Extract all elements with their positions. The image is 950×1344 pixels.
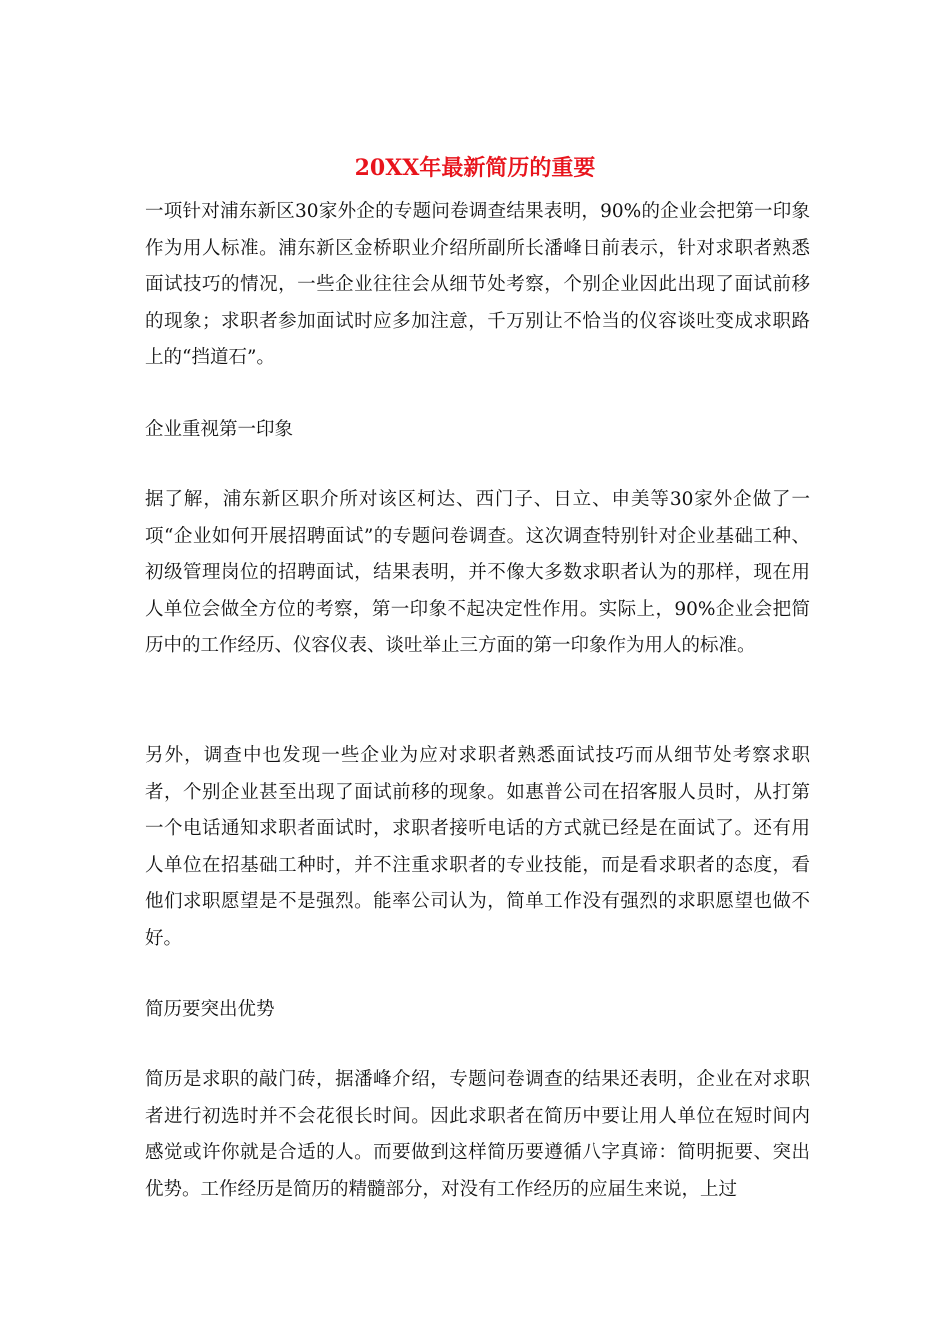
paragraph-resume: 简历是求职的敲门砖，据潘峰介绍，专题问卷调查的结果还表明，企业在对求职者进行初选时并不会花很长时间。因此求职者在简历中要让用人单位在短时间内感觉或许你就是合适的人。而要做到这样简历要遵循八字真谛：简明扼要、突出优势。工作经历是简历的精髓部分，对没有工作经历的应届生来说，上过 (145, 1069, 810, 1200)
paragraph-intro: 一项针对浦东新区30家外企的专题问卷调查结果表明，90%的企业会把第一印象作为用人标准。浦东新区金桥职业介绍所副所长潘峰日前表示，针对求职者熟悉面试技巧的情况，一些企业往往会从细节处考察，个别企业因此出现了面试前移的现象；求职者参加面试时应多加注意，千万别让不恰当的仪容谈吐变成求职路上的“挡道石”。 (145, 201, 810, 368)
section-heading-first-impression: 企业重视第一印象 (145, 419, 294, 440)
paragraph-details: 另外，调查中也发现一些企业为应对求职者熟悉面试技巧而从细节处考察求职者，个别企业甚至出现了面试前移的现象。如惠普公司在招客服人员时，从打第一个电话通知求职者面试时，求职者接听电话的方式就已经是在面试了。还有用人单位在招基础工种时，并不注重求职者的专业技能，而是看求职者的态度，看他们求职愿望是不是强烈。能率公司认为，简单工作没有强烈的求职愿望也做不好。 (145, 745, 810, 949)
section-heading-resume-advantages: 简历要突出优势 (145, 999, 275, 1020)
paragraph-survey: 据了解，浦东新区职介所对该区柯达、西门子、日立、申美等30家外企做了一项“企业如何开展招聘面试”的专题问卷调查。这次调查特别针对企业基础工种、初级管理岗位的招聘面试，结果表明，并不像大多数求职者认为的那样，现在用人单位会做全方位的考察，第一印象不起决定性作用。实际上，90%企业会把简历中的工作经历、仪容仪表、谈吐举止三方面的第一印象作为用人的标准。 (145, 489, 810, 656)
document-title: 20XX年最新简历的重要 (354, 155, 596, 181)
